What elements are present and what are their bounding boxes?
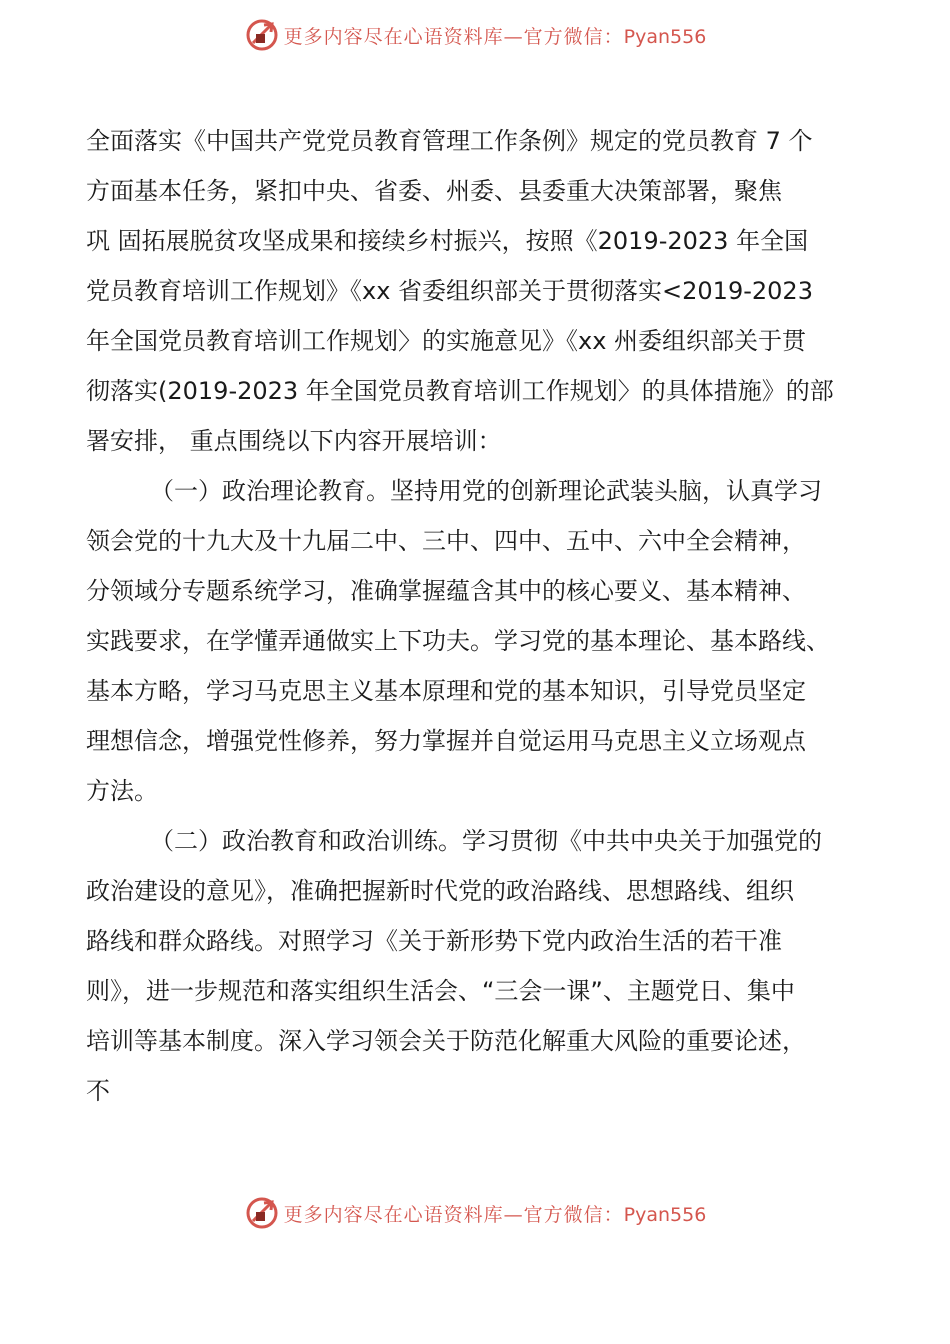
paragraph-line: 方法。: [86, 777, 158, 805]
logo-icon: [244, 17, 280, 53]
paragraph-line: 理想信念，增强党性修养，努力掌握并自觉运用马克思主义立场观点: [86, 727, 806, 755]
watermark-text: 更多内容尽在心语资料库—官方微信：: [283, 25, 624, 48]
section-heading-line: （二）政治教育和政治训练。学习贯彻《中共中央关于加强党的: [150, 827, 822, 855]
paragraph-line: 方面基本任务，紧扣中央、省委、州委、县委重大决策部署，聚焦: [86, 177, 782, 205]
section-heading-line: （一）政治理论教育。坚持用党的创新理论武装头脑，认真学习: [150, 477, 822, 505]
paragraph-line: 署安排， 重点围绕以下内容开展培训：: [86, 427, 502, 455]
paragraph-line: 实践要求，在学懂弄通做实上下功夫。学习党的基本理论、基本路线、: [86, 627, 830, 655]
paragraph-line: 年全国党员教育培训工作规划〉的实施意见》《xx 州委组织部关于贯: [86, 327, 807, 355]
paragraph-line: 路线和群众路线。对照学习《关于新形势下党内政治生活的若干准: [86, 927, 782, 955]
paragraph-line: 领会党的十九大及十九届二中、三中、四中、五中、六中全会精神，: [86, 527, 806, 555]
paragraph-line: 全面落实《中国共产党党员教育管理工作条例》规定的党员教育 7 个: [86, 127, 813, 155]
paragraph-line: 基本方略，学习马克思主义基本原理和党的基本知识，引导党员坚定: [86, 677, 806, 705]
document-body: [86, 116, 896, 1116]
paragraph-line: 政治建设的意见》，准确把握新时代党的政治路线、思想路线、组织: [86, 877, 794, 905]
paragraph-line: 彻落实(2019-2023 年全国党员教育培训工作规划〉的具体措施》的部: [86, 377, 834, 405]
footer-watermark: [0, 1193, 950, 1233]
watermark-text: 更多内容尽在心语资料库—官方微信：: [283, 1203, 624, 1226]
paragraph-line: 不: [86, 1077, 110, 1105]
wechat-id: Pyan556: [623, 25, 707, 48]
header-watermark: [0, 15, 950, 55]
paragraph-line: 分领域分专题系统学习，准确掌握蕴含其中的核心要义、基本精神、: [86, 577, 806, 605]
logo-icon: [244, 1195, 280, 1231]
paragraph-line: 党员教育培训工作规划》《xx 省委组织部关于贯彻落实<2019-2023: [86, 277, 813, 305]
paragraph-line: 则》，进一步规范和落实组织生活会、“三会一课”、主题党日、集中: [86, 977, 795, 1005]
paragraph-line: 培训等基本制度。深入学习领会关于防范化解重大风险的重要论述，: [86, 1027, 806, 1055]
paragraph-line: 巩 固拓展脱贫攻坚成果和接续乡村振兴，按照《2019-2023 年全国: [86, 227, 809, 255]
wechat-id: Pyan556: [623, 1203, 707, 1226]
